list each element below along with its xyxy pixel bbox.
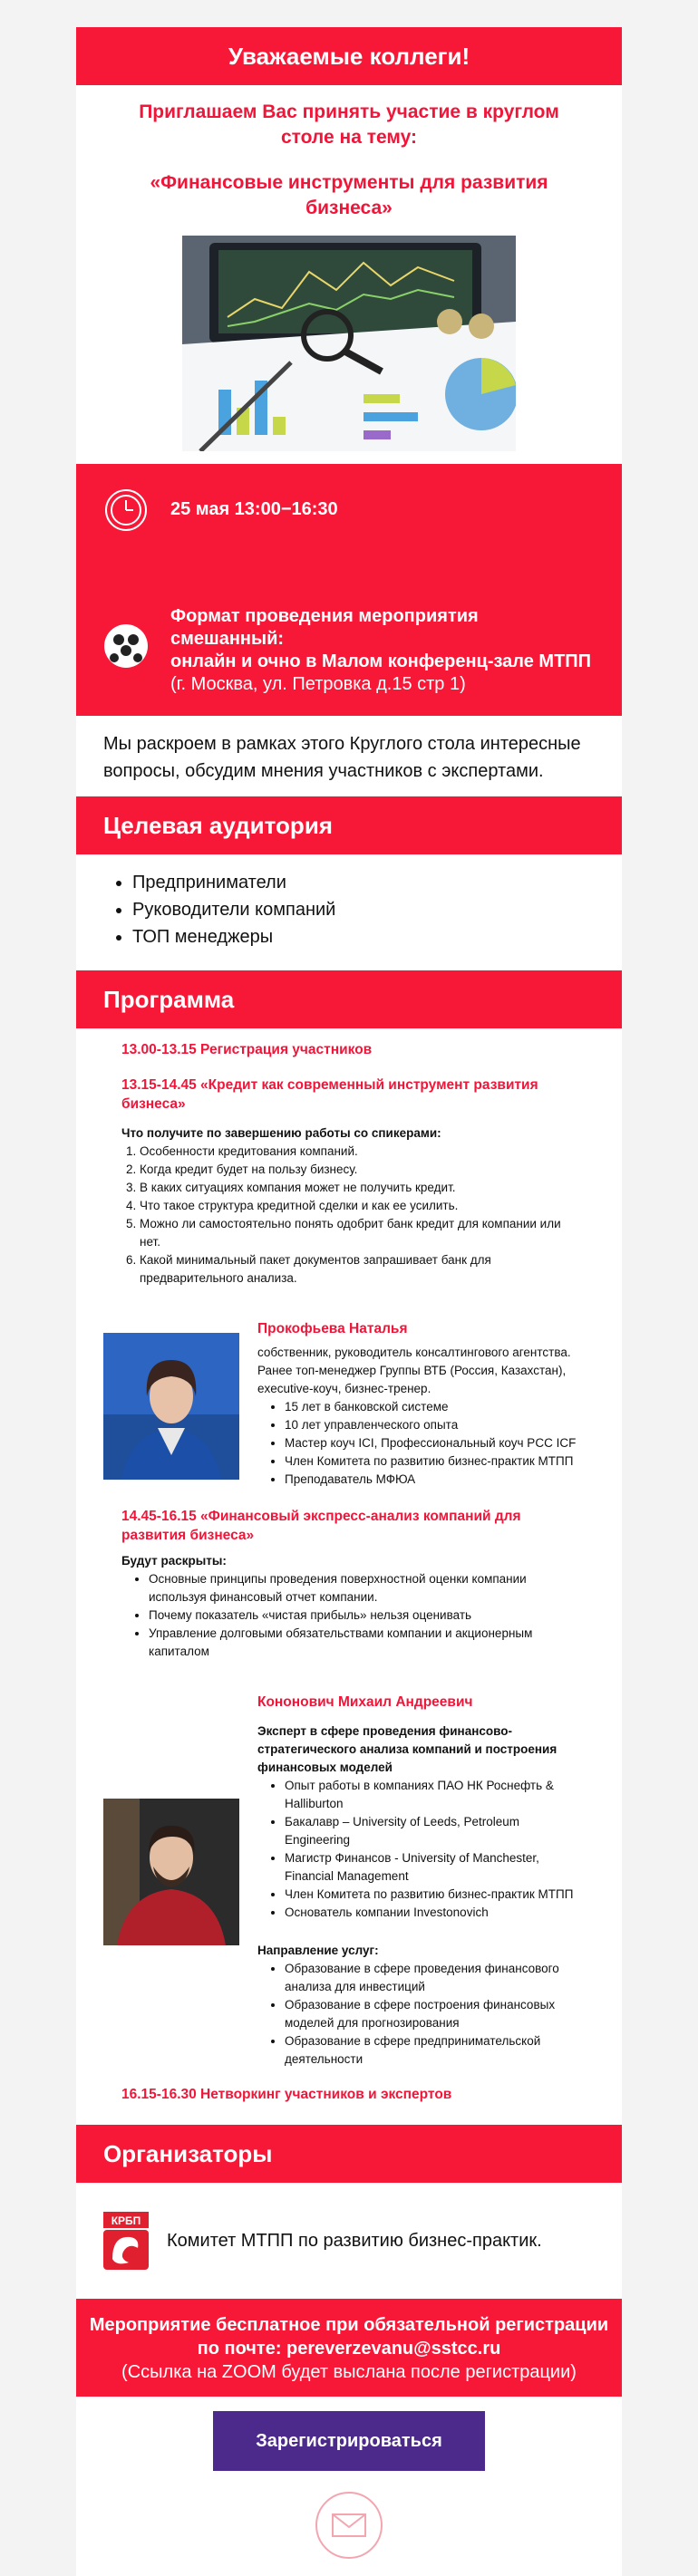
speaker-info: [257, 1686, 577, 2069]
program-title: Программа: [103, 985, 235, 1013]
email-body: [76, 27, 622, 2576]
list-item: • Преподаватель МФЮА: [285, 1471, 577, 1489]
session-credit-list: [140, 1143, 577, 1288]
session-networking: 16.15-16.30 Нетворкинг участников и экспертов: [121, 2087, 452, 2102]
organizers-title: Организаторы: [103, 2139, 273, 2167]
event-format-text: [170, 605, 595, 696]
list-item: • Магистр Финансов - University of Manchester, Financial Management: [285, 1849, 577, 1886]
invite-text: Приглашаем Вас принять участие в круглом столе на тему:: [139, 101, 559, 148]
speaker-achievements: [285, 1398, 577, 1489]
audience-header: [76, 796, 622, 854]
speaker-role: Эксперт в сфере проведения финансово-стратегического анализа компаний и построения финансовых моделей: [257, 1724, 557, 1774]
session-analysis: 14.45-16.15 «Финансовый экспресс-анализ компаний для развития бизнеса»: [121, 1509, 521, 1543]
speaker-kononovich: [103, 1686, 577, 2069]
registration-text: Мероприятие бесплатное при обязательной регистрации по почте: pereverzevanu@sstcc.ru: [89, 2315, 609, 2359]
list-item: 2. Когда кредит будет на пользу бизнесу.: [140, 1161, 577, 1179]
speaker-name: Прокофьева Наталья: [257, 1321, 408, 1336]
speaker-name: Кононович Михаил Андреевич: [257, 1694, 473, 1710]
session-registration: 13.00-13.15 Регистрация участников: [121, 1042, 373, 1057]
program-header: [76, 970, 622, 1028]
event-info-block: [76, 464, 622, 716]
program-body: [76, 1040, 622, 2125]
list-item: • Обрaзование в сфере построения финансовых моделей для прогнозирования: [285, 1996, 577, 2032]
intro-block: [76, 85, 622, 221]
event-address: (г. Москва, ул. Петровка д.15 стр 1): [170, 674, 466, 694]
list-item: • 10 лет управленческого опыта: [285, 1416, 577, 1434]
envelope-icon[interactable]: [315, 2491, 383, 2560]
list-item: • Управление долговыми обязательствами компании и акционерным капиталом: [149, 1625, 577, 1661]
list-item: 4. Что такое структура кредитной сделки и как ее усилить.: [140, 1197, 577, 1215]
list-item: • Обрaзование в сфере проведения финансового анализа для инвестиций: [285, 1960, 577, 1996]
greeting-header: [76, 27, 622, 85]
list-item: • Член Комитета по развитию бизнес-практик МТПП: [285, 1886, 577, 1904]
people-icon: [103, 623, 149, 669]
list-item: • Почему показатель «чистая прибыль» нельзя оценивать: [149, 1606, 577, 1625]
krbp-logo: [103, 2212, 149, 2270]
session-analysis-subtitle: Будут раскрыты:: [121, 1554, 227, 1568]
speaker-info: [257, 1313, 577, 1489]
speaker-photo: [103, 1799, 239, 1945]
list-item: • Член Комитета по развитию бизнес-практик МТПП: [285, 1452, 577, 1471]
session-credit: 13.15-14.45 «Кредит как современный инструмент развития бизнеса»: [121, 1077, 538, 1112]
event-format-title: Формат проведения мероприятия смешанный:: [170, 606, 479, 649]
organizer-name: Комитет МТПП по развитию бизнес-практик.: [167, 2230, 542, 2251]
list-item: • Мастер коуч ICI, Профессиональный коуч PCC ICF: [285, 1434, 577, 1452]
audience-item: • Руководители компаний: [132, 896, 622, 923]
register-button[interactable]: Зарегистрироваться: [213, 2411, 485, 2471]
event-format-detail: онлайн и очно в Малом конференц-зале МТПП: [170, 651, 592, 671]
list-item: 1. Особенности кредитования компаний.: [140, 1143, 577, 1161]
speaker-photo: [103, 1333, 239, 1480]
organizers-header: [76, 2125, 622, 2183]
audience-title: Целевая аудитория: [103, 811, 333, 839]
speaker-prokofieva: [103, 1313, 577, 1489]
zoom-note: (Ссылка на ZOOM будет выслана после регистрации): [121, 2362, 577, 2382]
list-item: • Обрaзование в сфере предпринимательской деятельности: [285, 2032, 577, 2069]
session-analysis-list: [149, 1570, 577, 1661]
list-item: • Опыт работы в компаниях ПАО НК Роснефть & Halliburton: [285, 1777, 577, 1813]
audience-list: [76, 854, 622, 970]
lead-text: Мы раскроем в рамках этого Круглого стола интересные вопросы, обсудим мнения участников с экспертами.: [103, 734, 581, 781]
list-item: • Основатель компании Investonovich: [285, 1904, 577, 1922]
list-item: • Бакалавр – University of Leeds, Petroleum Engineering: [285, 1813, 577, 1849]
list-item: 6. Какой минимальный пакет документов запрашивает банк для предварительного анализа.: [140, 1251, 577, 1288]
list-item: • 15 лет в банковской системе: [285, 1398, 577, 1416]
audience-item: • Предприниматели: [132, 869, 622, 896]
services-list: [285, 1960, 577, 2069]
hero-finance-image: [182, 236, 516, 451]
topic-text: «Финансовые инструменты для развития бизнеса»: [150, 172, 548, 218]
list-item: 5. Можно ли самостоятельно понять одобрит банк кредит для компании или нет.: [140, 1215, 577, 1251]
event-datetime: 25 мая 13:00−16:30: [170, 499, 338, 519]
audience-item: • ТОП менеджеры: [132, 923, 622, 950]
svg-text:КРБП: КРБП: [111, 2214, 141, 2227]
bottom-spacer: [76, 2560, 622, 2576]
list-item: • Основные принципы проведения поверхностной оценки компании используя финансовый отчет компании.: [149, 1570, 577, 1606]
registration-info: [76, 2299, 622, 2397]
list-item: 3. В каких ситуациях компания может не получить кредит.: [140, 1179, 577, 1197]
clock-icon: [103, 487, 149, 533]
organizer-row: [76, 2183, 622, 2299]
speaker-achievements: [285, 1777, 577, 1922]
session-credit-subtitle: Что получите по завершению работы со спикерами:: [121, 1126, 441, 1140]
services-title: Направление услуг:: [257, 1944, 379, 1957]
event-format-row: [103, 605, 595, 696]
greeting-text: Уважаемые коллеги!: [228, 42, 470, 70]
speaker-description: собственник, руководитель консалтингового агентства. Ранее топ-менеджер Группы ВТБ (Россия, Казахстан), executive-коуч, бизнес-тренер.: [257, 1346, 571, 1395]
event-datetime-row: [103, 487, 595, 533]
